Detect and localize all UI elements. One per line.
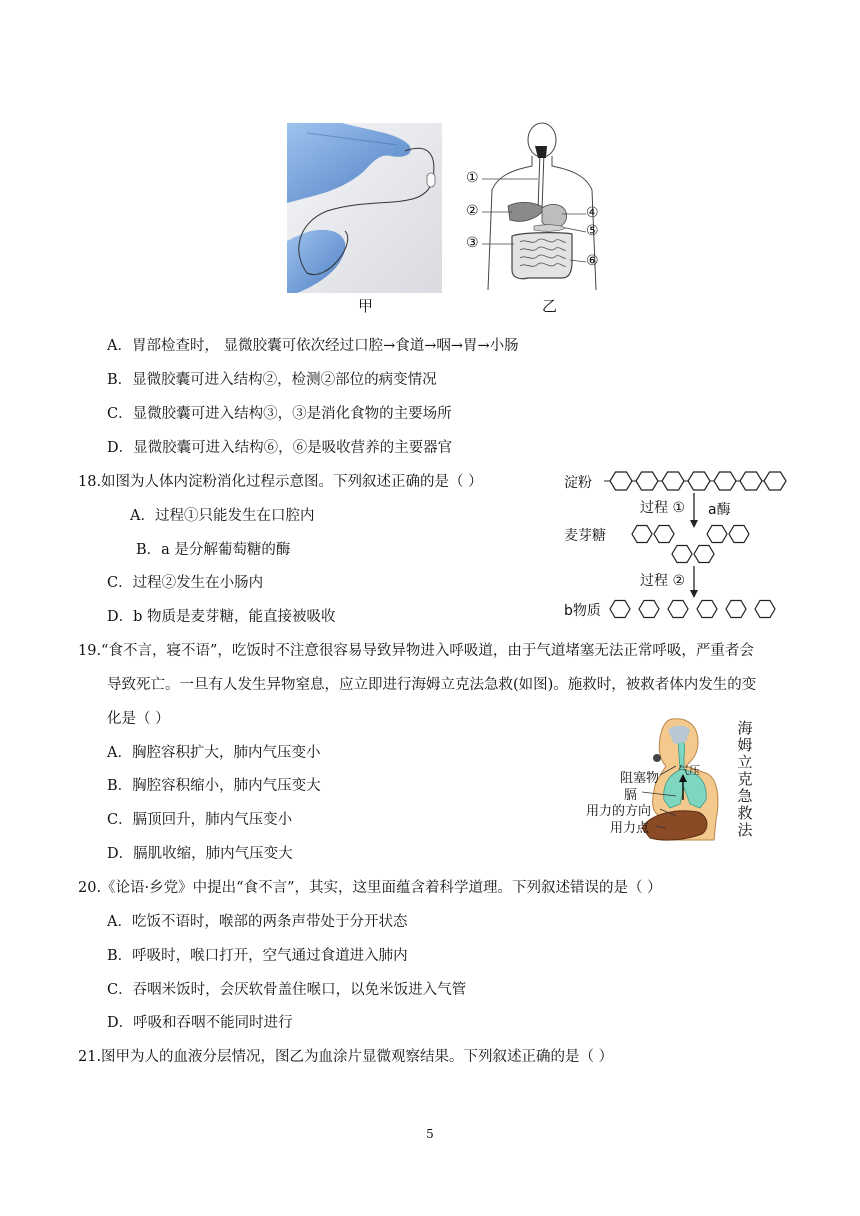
q17-option-b: B．显微胶囊可进入结构②，检测②部位的病变情况 (107, 372, 437, 388)
heimlich-title-char: 法 (737, 821, 753, 839)
organ-label-6: ⑥ (586, 253, 599, 269)
q19-option-a: A．胸腔容积扩大，肺内气压变小 (107, 745, 321, 761)
heimlich-title-char: 救 (737, 804, 753, 822)
q18-option-a: A．过程①只能发生在口腔内 (130, 508, 315, 524)
heimlich-title-char: 立 (737, 753, 753, 771)
q17-option-d: D．显微胶囊可进入结构⑥，⑥是吸收营养的主要器官 (107, 440, 453, 456)
capsule-photo-figure (287, 123, 442, 293)
force-direction-label: 用力的方向 (586, 804, 652, 819)
heimlich-title-char: 克 (737, 770, 753, 788)
pressure-label: 气压 (678, 764, 700, 777)
q19-stem-line-2: 导致死亡。一旦有人发生异物窒息，应立即进行海姆立克法急救(如图)。施救时，被救者体内发生的变 (107, 677, 757, 693)
q19-option-c: C．膈顶回升，肺内气压变小 (107, 812, 293, 828)
q17-option-c: C．显微胶囊可进入结构③，③是消化食物的主要场所 (107, 406, 452, 422)
force-point-label: 用力点 (610, 821, 650, 836)
organ-label-4: ④ (586, 205, 599, 221)
heimlich-title-char: 急 (737, 787, 753, 805)
organ-label-3: ③ (466, 235, 479, 251)
q20-option-b: B．呼吸时，喉口打开，空气通过食道进入肺内 (107, 948, 408, 964)
q19-stem-line-1: 19.“食不言，寝不语”，吃饭时不注意很容易导致异物进入呼吸道，由于气道堵塞无法正常呼吸，严重者会 (78, 643, 754, 659)
q18-option-b: B．a 是分解葡萄糖的酶 (136, 542, 291, 558)
heimlich-figure (580, 716, 780, 846)
q21-stem: 21.图甲为人的血液分层情况，图乙为血涂片显微观察结果。下列叙述正确的是（ ） (78, 1049, 614, 1065)
page-number: 5 (426, 1127, 434, 1141)
starch-label: 淀粉 (564, 475, 592, 491)
q18-option-d: D．b 物质是麦芽糖，能直接被吸收 (107, 609, 336, 625)
q19-option-d: D．膈肌收缩，肺内气压变大 (107, 846, 293, 862)
q18-stem: 18.如图为人体内淀粉消化过程示意图。下列叙述正确的是（ ） (78, 474, 483, 490)
enzyme-label: a酶 (708, 502, 731, 518)
process2-label: 过程 ② (640, 573, 686, 589)
q17-option-a: A．胃部检查时， 显微胶囊可依次经过口腔→食道→咽→胃→小肠 (107, 338, 519, 354)
q20-option-a: A．吃饭不语时，喉部的两条声带处于分开状态 (107, 914, 408, 930)
q20-option-d: D．呼吸和吞咽不能同时进行 (107, 1015, 293, 1031)
figure-yi-caption: 乙 (542, 297, 558, 315)
starch-digestion-diagram (560, 466, 792, 626)
capsule-photo (287, 123, 442, 293)
digestive-system-figure (462, 120, 612, 290)
organ-label-5: ⑤ (586, 223, 599, 239)
process1-label: 过程 ① (640, 500, 686, 516)
heimlich-title-char: 海 (737, 719, 753, 737)
b-substance-label: b物质 (564, 603, 601, 619)
maltose-label: 麦芽糖 (564, 528, 606, 544)
q18-option-c: C．过程②发生在小肠内 (107, 575, 264, 591)
q20-option-c: C．吞咽米饭时，会厌软骨盖住喉口，以免米饭进入气管 (107, 982, 467, 998)
organ-label-1: ① (466, 170, 479, 186)
heimlich-title-char: 姆 (737, 736, 753, 754)
figure-jia-caption: 甲 (358, 297, 374, 315)
organ-label-2: ② (466, 203, 479, 219)
q19-stem-line-3: 化是（ ） (107, 711, 170, 727)
blockage-label: 阻塞物 (620, 771, 660, 786)
diaphragm-label: 膈 (624, 788, 638, 803)
q19-option-b: B．胸腔容积缩小，肺内气压变大 (107, 778, 321, 794)
heimlich-title (735, 720, 755, 839)
q20-stem: 20.《论语·乡党》中提出“食不言”，其实，这里面蕴含着科学道理。下列叙述错误的是（ ） (78, 880, 662, 896)
